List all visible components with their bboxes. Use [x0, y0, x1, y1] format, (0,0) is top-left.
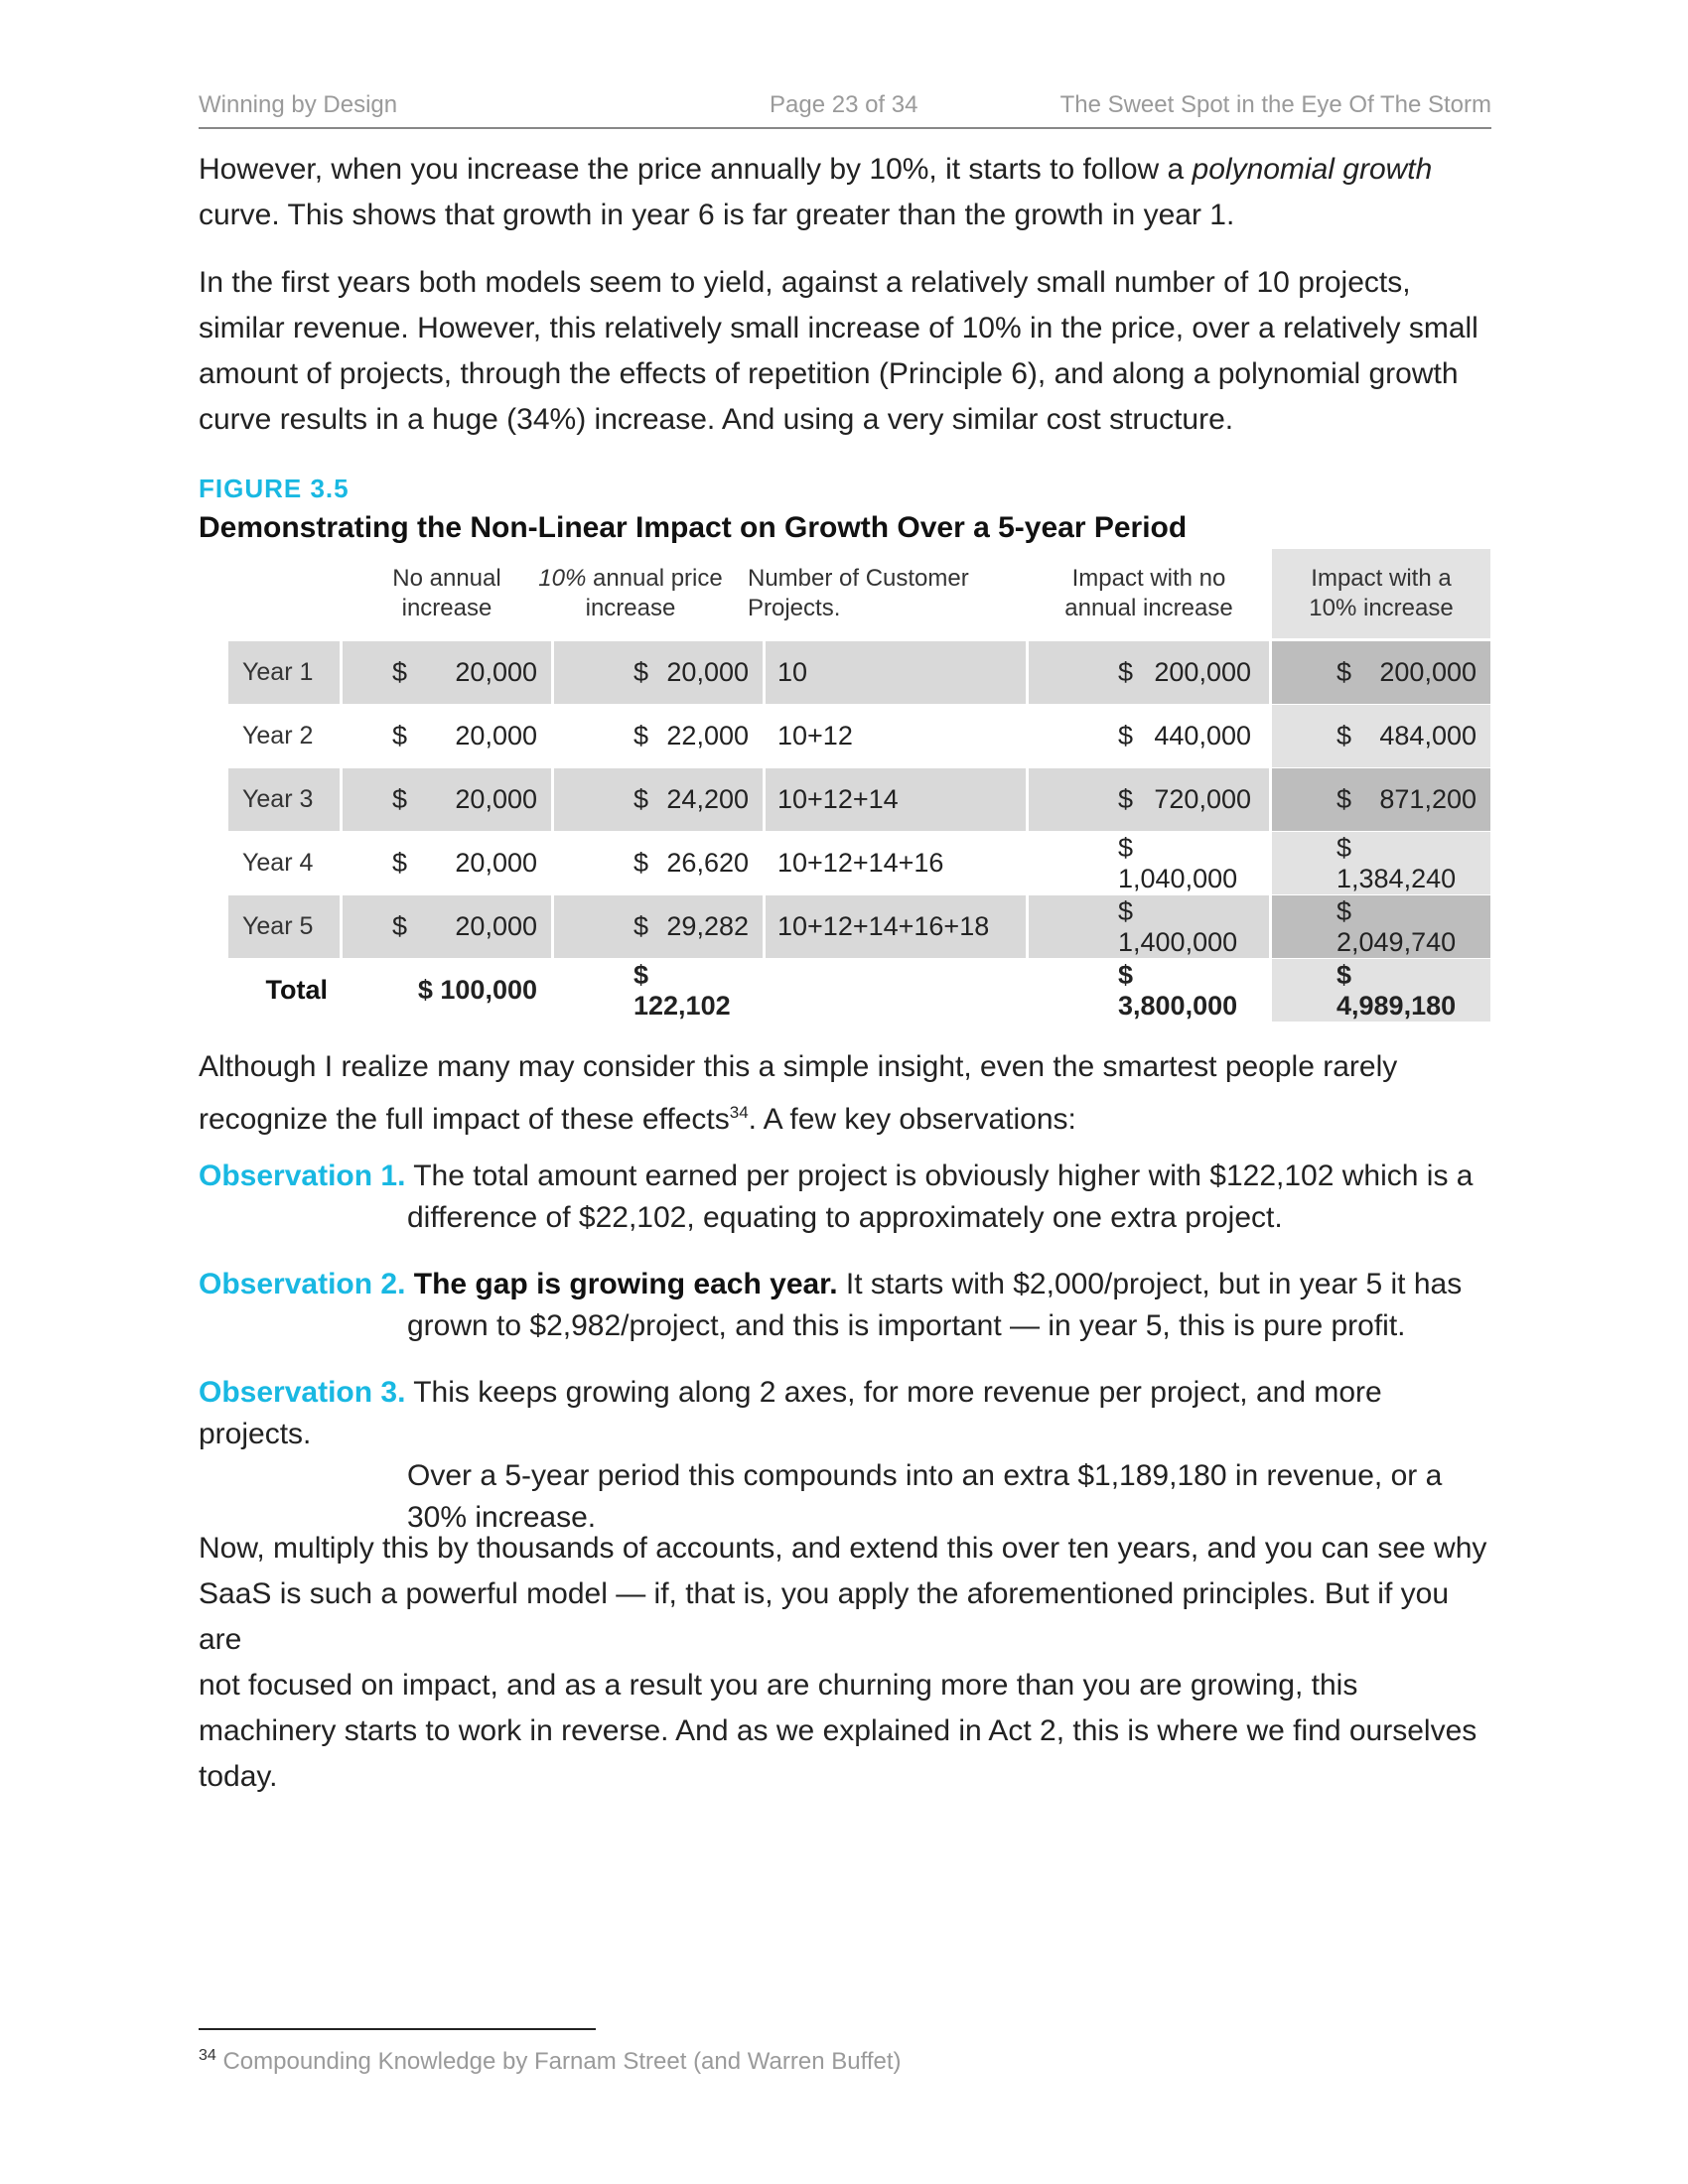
header-line: Number of Customer — [748, 565, 969, 592]
col-header-ten-percent-increase — [531, 549, 730, 638]
header-line: increase — [401, 595, 492, 621]
no-increase-cell — [343, 895, 551, 958]
value: 20,000 — [666, 657, 749, 687]
no-increase-cell — [343, 768, 551, 831]
currency-sign: $ — [1336, 657, 1352, 687]
header-publisher: Winning by Design — [199, 91, 398, 118]
col-header-impact-ten-increase — [1272, 549, 1490, 638]
value: 20,000 — [455, 657, 537, 687]
currency-sign: $ — [633, 911, 649, 941]
intro-p1-text-a: However, when you increase the price annually by 10%, it starts to follow a — [199, 153, 1193, 186]
impact-no-cell: $ 1,040,000 — [1118, 832, 1238, 893]
observation-text: The total amount earned per project is obviously higher with $122,102 which is a — [405, 1160, 1474, 1192]
impact-ten-cell — [1272, 641, 1490, 704]
currency-sign: $ — [392, 721, 408, 751]
figure-label: FIGURE 3.5 — [199, 474, 350, 503]
footnote-ref[interactable]: 34 — [729, 1103, 749, 1122]
header-line: Impact with no — [1071, 565, 1226, 592]
impact-ten-cell: $ 1,384,240 — [1272, 832, 1490, 894]
value: 720,000 — [1154, 784, 1251, 814]
observation-3 — [199, 1372, 1499, 1539]
value: 871,200 — [1379, 784, 1477, 814]
closing-line: today. — [199, 1760, 278, 1793]
year-cell: Year 4 — [242, 849, 314, 877]
figure-title: Demonstrating the Non-Linear Impact on Growth Over a 5-year Period — [199, 511, 1188, 544]
observation-label: Observation 2. — [199, 1268, 406, 1300]
value: 20,000 — [455, 721, 537, 751]
summary-line: recognize the full impact of these effects — [199, 1103, 730, 1136]
observation-text: This keeps growing along 2 axes, for more revenue per project, and more projects. — [199, 1376, 1382, 1450]
year-cell: Year 3 — [228, 768, 340, 831]
footnote-number: 34 — [199, 2047, 216, 2064]
table-row — [228, 832, 1465, 894]
currency-sign: $ — [392, 657, 408, 687]
currency-sign: $ — [633, 784, 649, 814]
intro-p2-line: In the first years both models seem to yield, against a relatively small number of 10 projects, — [199, 266, 1411, 299]
observation-text: 30% increase. — [407, 1501, 597, 1534]
impact-no-cell — [1029, 641, 1269, 704]
currency-sign: $ — [1118, 784, 1134, 814]
ten-increase-cell — [554, 768, 763, 831]
header-line: Impact with a — [1311, 565, 1452, 592]
closing-line: machinery starts to work in reverse. And as we explained in Act 2, this is where we find ourselves — [199, 1714, 1477, 1747]
impact-ten-cell — [1272, 705, 1490, 767]
currency-sign: $ — [1118, 657, 1134, 687]
impact-no-cell: $ 1,400,000 — [1029, 895, 1269, 958]
impact-ten-cell — [1272, 768, 1490, 831]
currency-sign: $ — [392, 911, 408, 941]
projects-cell: 10+12+14 — [766, 768, 1026, 831]
impact-no-cell — [1029, 705, 1269, 767]
currency-sign: $ — [1118, 721, 1134, 751]
currency-sign: $ — [633, 848, 649, 878]
value: 200,000 — [1154, 657, 1251, 687]
intro-p2-line: amount of projects, through the effects of repetition (Principle 6), and along a polynomial growth — [199, 357, 1459, 390]
observation-text: Over a 5-year period this compounds into an extra $1,189,180 in revenue, or a — [407, 1459, 1443, 1492]
currency-sign: $ — [1336, 721, 1352, 751]
page-header — [199, 87, 1491, 129]
closing-line: Now, multiply this by thousands of accounts, and extend this over ten years, and you can see why — [199, 1532, 1487, 1565]
no-increase-cell — [343, 832, 551, 894]
table-row — [228, 768, 1477, 831]
header-line: annual price — [586, 565, 723, 592]
observation-text: grown to $2,982/project, and this is important — in year 5, this is pure profit. — [407, 1309, 1406, 1342]
header-line: No annual — [392, 565, 501, 592]
header-line: increase — [585, 595, 676, 621]
no-increase-cell — [343, 641, 551, 704]
impact-ten-cell: $ 2,049,740 — [1272, 895, 1490, 958]
observation-text: It starts with $2,000/project, but in year 5 it has — [837, 1268, 1463, 1300]
header-page-number: Page 23 of 34 — [770, 91, 918, 118]
value: 24,200 — [666, 784, 749, 814]
total-impact-no: $ 3,800,000 — [1118, 959, 1238, 1021]
intro-p1-italic: polynomial growth — [1192, 153, 1433, 186]
currency-sign: $ — [392, 848, 408, 878]
header-italic: 10% — [538, 565, 587, 592]
summary-paragraph — [199, 1044, 1489, 1143]
intro-p2-line: similar revenue. However, this relatively small increase of 10% in the price, over a relatively small — [199, 312, 1478, 344]
value: 22,000 — [666, 721, 749, 751]
value: 29,282 — [666, 911, 749, 941]
value: 20,000 — [455, 911, 537, 941]
header-line: Projects. — [748, 595, 841, 621]
currency-sign: $ — [392, 784, 408, 814]
currency-sign: $ — [1336, 784, 1352, 814]
intro-paragraph-2 — [199, 260, 1489, 443]
col-header-no-annual-increase — [343, 549, 551, 638]
value: 26,620 — [666, 848, 749, 878]
footnote — [199, 2047, 902, 2076]
value: 484,000 — [1379, 721, 1477, 751]
col-header-impact-no-increase — [1029, 549, 1269, 638]
year-cell: Year 2 — [242, 722, 314, 750]
value: 200,000 — [1379, 657, 1477, 687]
header-document-title: The Sweet Spot in the Eye Of The Storm — [1059, 91, 1491, 118]
total-projects-empty — [766, 959, 1026, 1022]
currency-sign: $ — [633, 721, 649, 751]
projects-cell: 10+12+14+16+18 — [766, 895, 1026, 958]
summary-line: . A few key observations: — [748, 1103, 1076, 1136]
value: 20,000 — [455, 848, 537, 878]
intro-paragraph-1 — [199, 147, 1489, 238]
currency-sign: $ — [633, 657, 649, 687]
projects-cell: 10+12+14+16 — [777, 848, 944, 878]
col-header-customer-projects — [748, 549, 996, 638]
total-label: Total — [265, 975, 328, 1005]
ten-increase-cell — [554, 832, 763, 894]
observation-text: difference of $22,102, equating to approximately one extra project. — [407, 1201, 1283, 1234]
ten-increase-cell — [554, 705, 763, 767]
header-line: 10% increase — [1309, 595, 1454, 621]
table-total-row — [228, 959, 1465, 1022]
observation-label: Observation 1. — [199, 1160, 406, 1192]
total-no-increase: $ 100,000 — [417, 975, 537, 1005]
closing-line: SaaS is such a powerful model — if, that is, you apply the aforementioned principles. But if you are — [199, 1577, 1450, 1656]
impact-no-cell — [1029, 768, 1269, 831]
footnote-text: Compounding Knowledge by Farnam Street (and Warren Buffet) — [215, 2048, 902, 2075]
projects-cell: 10+12 — [777, 721, 853, 751]
ten-increase-cell — [554, 641, 763, 704]
observation-2 — [199, 1264, 1499, 1347]
value: 20,000 — [455, 784, 537, 814]
year-cell: Year 1 — [228, 641, 340, 704]
year-cell: Year 5 — [228, 895, 340, 958]
footnote-divider — [199, 2028, 596, 2030]
intro-p2-line: curve results in a huge (34%) increase. And using a very similar cost structure. — [199, 403, 1234, 436]
summary-line: Although I realize many may consider this a simple insight, even the smartest people rarely — [199, 1050, 1398, 1083]
total-impact-ten: $ 4,989,180 — [1272, 959, 1490, 1022]
projects-cell: 10 — [766, 641, 1026, 704]
table-row — [228, 895, 1465, 958]
observation-1 — [199, 1156, 1499, 1239]
observation-emphasis: The gap is growing each year. — [405, 1268, 838, 1300]
closing-line: not focused on impact, and as a result you are churning more than you are growing, this — [199, 1669, 1358, 1702]
no-increase-cell — [343, 705, 551, 767]
intro-p1-text-b: curve. This shows that growth in year 6 is far greater than the growth in year 1. — [199, 199, 1235, 231]
table-row — [228, 641, 1477, 704]
ten-increase-cell — [554, 895, 763, 958]
closing-paragraph — [199, 1526, 1489, 1800]
total-ten-increase: $ 122,102 — [633, 959, 731, 1021]
table-row — [228, 705, 1477, 767]
header-line: annual increase — [1064, 595, 1233, 621]
observation-label: Observation 3. — [199, 1376, 406, 1409]
value: 440,000 — [1154, 721, 1251, 751]
